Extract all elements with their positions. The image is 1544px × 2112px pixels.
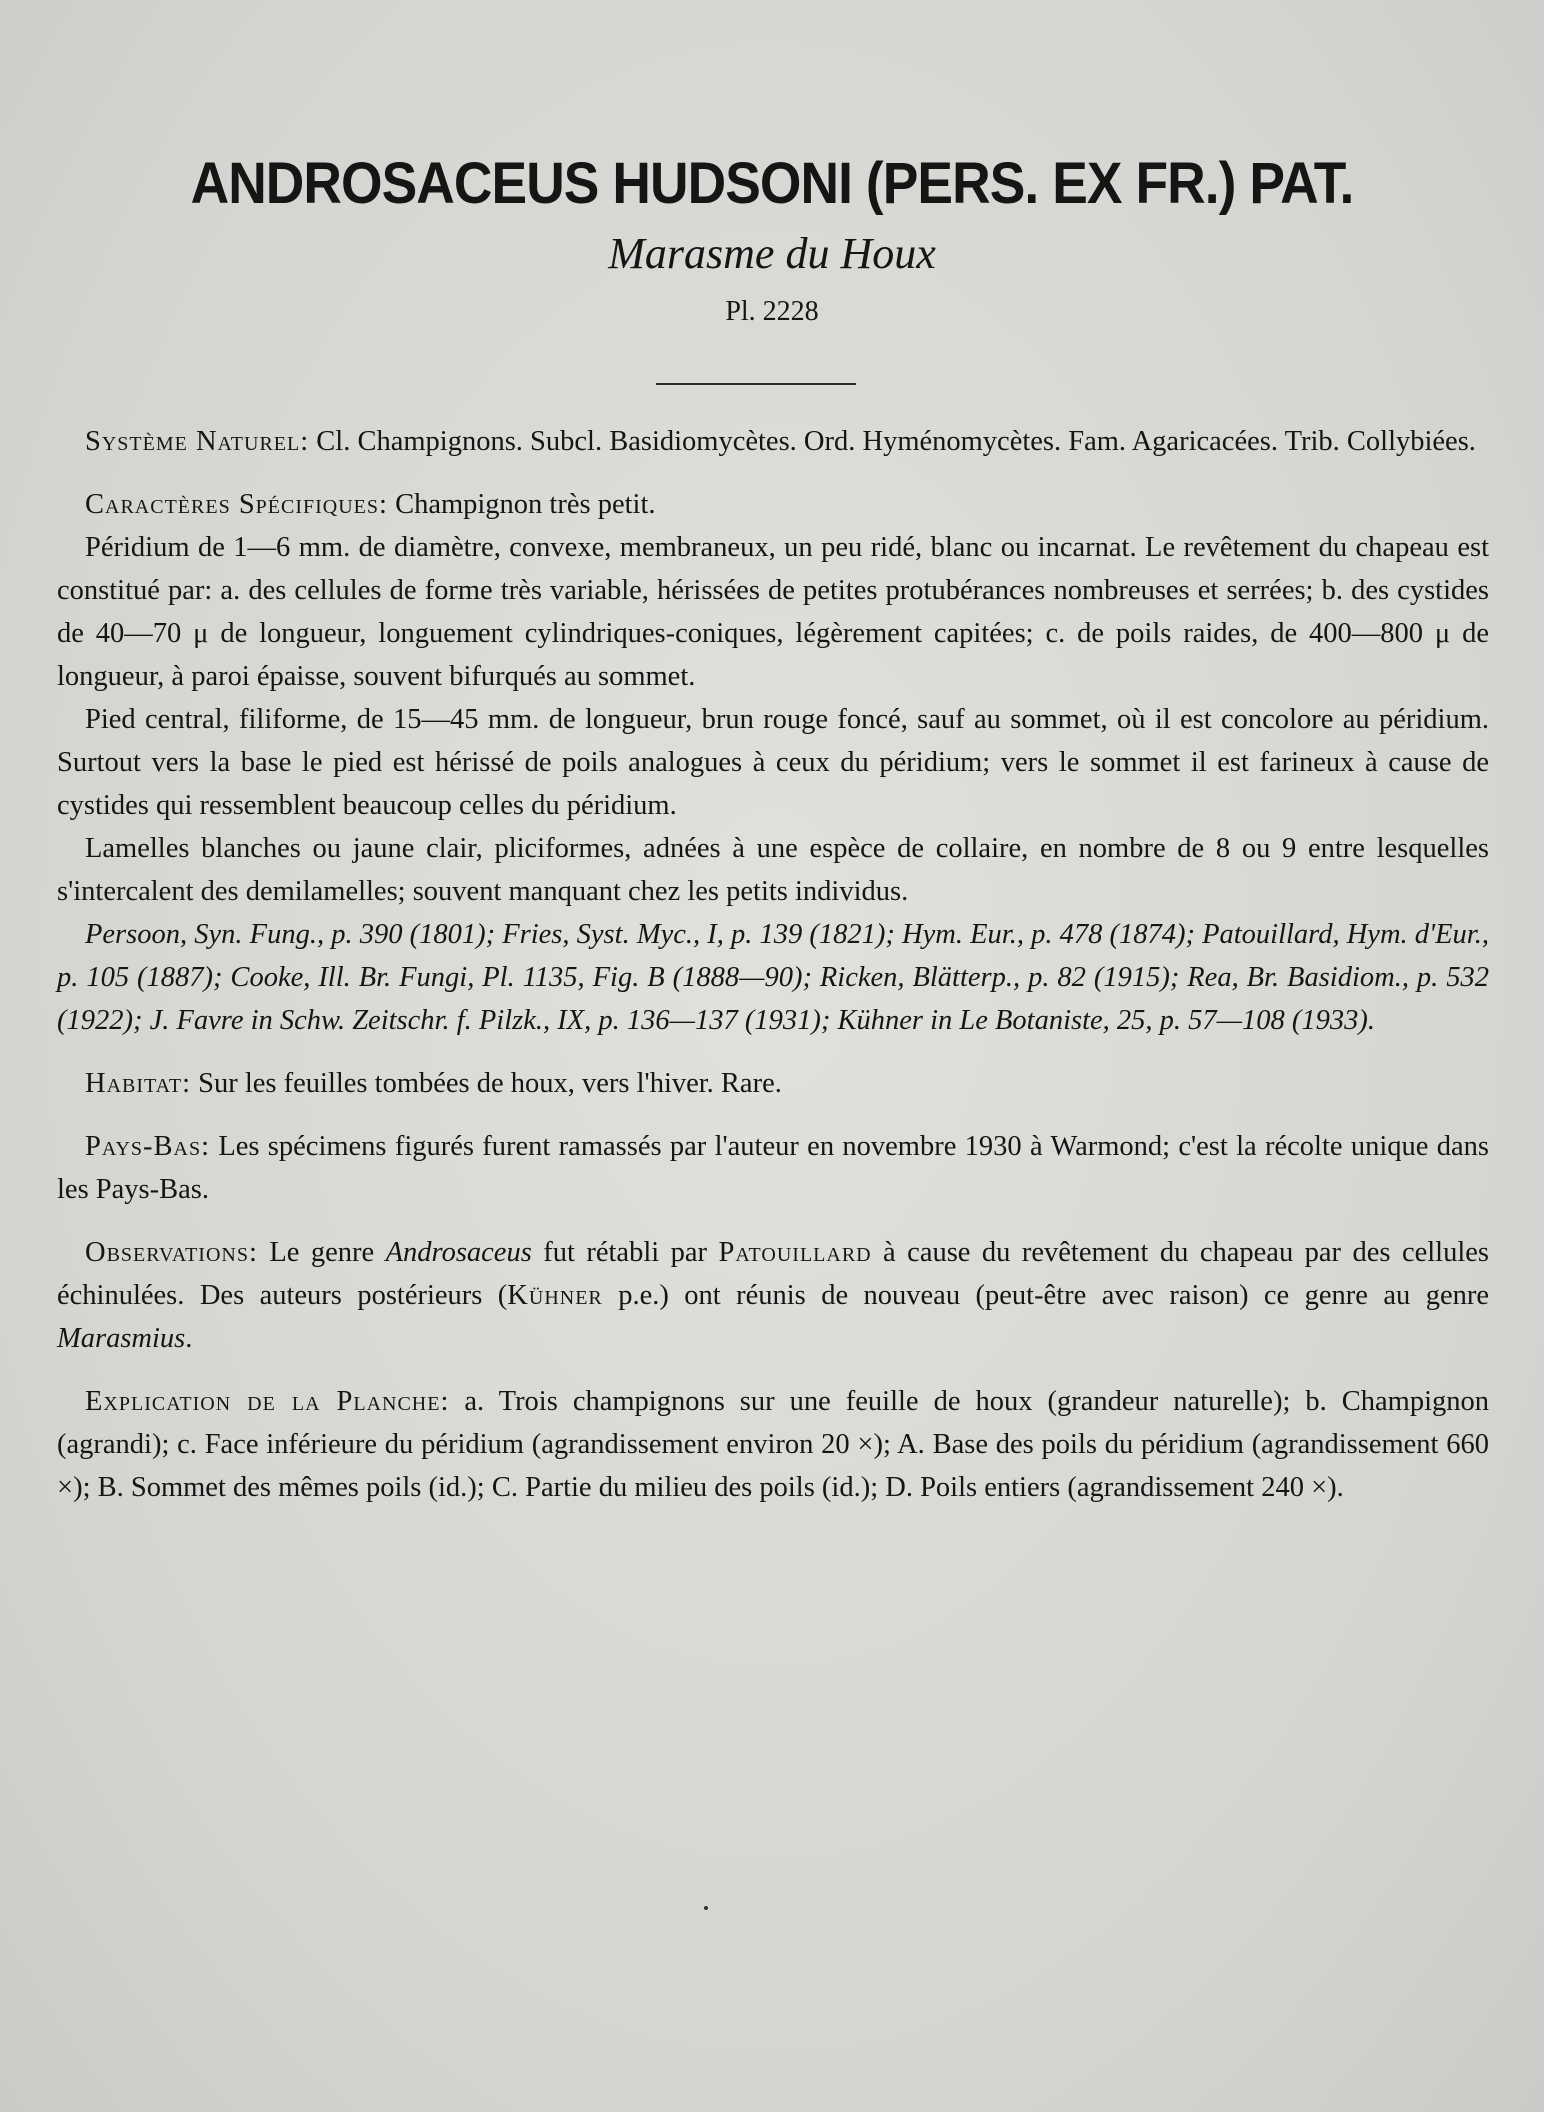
peridium-paragraph: Péridium de 1—6 mm. de diamètre, convexe, membraneux, un peu ridé, blanc ou incarnat. Le revêtement du chapeau est constitué par: a. des cellules de forme très variable, hérissées de petites protubérances nombreuses et serrées; b. des cystides de 40—70 μ de longueur, longuement cylindriques-coniques, légèrement capitées; c. de poils raides, de 400—800 μ de longueur, à paroi épaisse, souvent bifurqués au sommet. (57, 532, 1489, 692)
explication-paragraph (57, 1380, 1489, 1509)
paysbas-label: Pays-Bas: (85, 1131, 211, 1162)
genus-marasmius: Marasmius (57, 1323, 186, 1354)
species-title: ANDROSACEUS HUDSONI (PERS. EX FR.) PAT. (190, 151, 1354, 216)
document-body (57, 420, 1489, 1509)
habitat-paragraph (57, 1062, 1489, 1105)
observations-text-5: . (185, 1323, 193, 1354)
caracteres-paragraph (57, 483, 1489, 526)
systeme-paragraph (57, 420, 1489, 463)
pied-paragraph: Pied central, filiforme, de 15—45 mm. de longueur, brun rouge foncé, sauf au sommet, où il est concolore au péridium. Surtout vers la base le pied est hérissé de poils analogues à ceux du péridium; vers le sommet il est farineux à cause de cystides qui ressemblent beaucoup celles du péridium. (57, 704, 1489, 821)
explication-text: a. Trois champignons sur une feuille de houx (grandeur naturelle); b. Champignon (agrandi); c. Face inférieure du péridium (agrandissement environ 20 ×); A. Base des poils du péridium (agrandissement 660 ×); B. Sommet des mêmes poils (id.); C. Partie du milieu des poils (id.); D. Poils entiers (agrandissement 240 ×). (57, 1386, 1489, 1503)
caracteres-text: Champignon très petit. (387, 489, 656, 520)
systeme-label: Système Naturel: (85, 426, 310, 457)
systeme-text: Cl. Champignons. Subcl. Basidiomycètes. Ord. Hyménomycètes. Fam. Agaricacées. Trib. Collybiées. (309, 426, 1476, 457)
author-kuhner: Kühner (507, 1280, 603, 1311)
explication-label: Explication de la Planche: (85, 1386, 450, 1417)
lamelles-paragraph: Lamelles blanches ou jaune clair, pliciformes, adnées à une espèce de collaire, en nombre de 8 ou 9 entre lesquelles s'intercalent des demilamelles; souvent manquant chez les petits individus. (57, 833, 1489, 907)
observations-label: Observations: (85, 1237, 258, 1268)
observations-text-1: Le genre (257, 1237, 386, 1268)
paysbas-text: Les spécimens figurés furent ramassés par l'auteur en novembre 1930 à Warmond; c'est la récolte unique dans les Pays-Bas. (57, 1131, 1489, 1205)
common-name: Marasme du Houx (608, 229, 936, 278)
observations-paragraph (57, 1231, 1489, 1360)
page-dot (704, 1906, 708, 1910)
author-patouillard: Patouillard (718, 1237, 872, 1268)
references-paragraph: Persoon, Syn. Fung., p. 390 (1801); Fries, Syst. Myc., I, p. 139 (1821); Hym. Eur., p. 478 (1874); Patouillard, Hym. d'Eur., p. 105 (1887); Cooke, Ill. Br. Fungi, Pl. 1135, Fig. B (1888—90); Ricken, Blätterp., p. 82 (1915); Rea, Br. Basidiom., p. 532 (1922); J. Favre in Schw. Zeitschr. f. Pilzk., IX, p. 136—137 (1931); Kühner in Le Botaniste, 25, p. 57—108 (1933). (57, 919, 1489, 1036)
habitat-text: Sur les feuilles tombées de houx, vers l'hiver. Rare. (191, 1068, 782, 1099)
plate-number: Pl. 2228 (725, 296, 819, 327)
observations-text-3: à cause du revêtement du chapeau par des cellules échinulées. Des auteurs postérieurs ( (57, 1237, 1489, 1311)
paysbas-paragraph (57, 1125, 1489, 1211)
habitat-label: Habitat: (85, 1068, 192, 1099)
observations-text-2: fut rétabli par (531, 1237, 719, 1268)
observations-text-4: p.e.) ont réunis de nouveau (peut-être avec raison) ce genre au genre (602, 1280, 1489, 1311)
genus-androsaceus: Androsaceus (385, 1237, 532, 1268)
title-rule (656, 383, 856, 385)
caracteres-label: Caractères Spécifiques: (85, 489, 388, 520)
